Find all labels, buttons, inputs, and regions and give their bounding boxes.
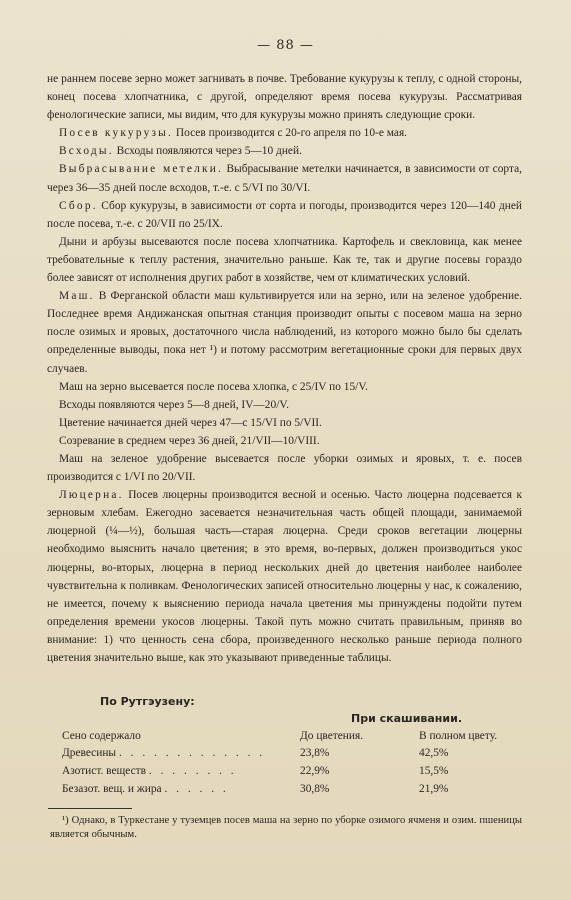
paragraph	[47, 450, 522, 486]
leader-dots: . . . . . . . .	[148, 765, 237, 777]
paragraph-text: Всходы появляются через 5—8 дней, IV—20/V.	[59, 398, 289, 411]
paragraph-text: Дыни и арбузы высеваются после посева хлопчатника. Картофель и свекловица, как менее требовательные к теплу растения, значительно раньше. Как те, так и другие посевы гораздо более зависят от исполнения других работ в хозяйстве, чем от климатических условий.	[47, 235, 522, 285]
leader-dots: . . . . . . . . . . . . .	[118, 747, 266, 759]
paragraph	[47, 197, 522, 233]
paragraph-text: В Ферганской области маш культивируется или на зерно, или на зеленое удобрение. Последнее время Андижанская опытная станция производит опыты с посевом маша на зерно после озимых и яровых, достаточного числа наблюдений, из которого можно было бы сделать определенные выводы, пока нет ¹) и потому рассмотрим вегетационные сроки для первых двух случаев.	[47, 290, 522, 375]
column-header: В полном цвету.	[419, 730, 498, 742]
footnote-rule	[48, 808, 132, 809]
column-header: Сено содержало	[62, 730, 141, 742]
paragraph-text: Маш на зеленое удобрение высевается после уборки озимых и яровых, т. е. посев производится с 1/VI по 20/VII.	[47, 452, 522, 484]
paragraph	[47, 160, 522, 196]
paragraph-text: Сбор кукурузы, в зависимости от сорта и погоды, производится через 120—140 дней после посева, т.-е. с 20/VII по 25/IX.	[47, 199, 522, 230]
row-label	[62, 747, 265, 759]
run-in-heading: Всходы.	[59, 145, 114, 158]
run-in-heading: Выбрасывание метелки.	[59, 163, 224, 176]
paragraph	[47, 486, 522, 667]
row-label-text: Безазот. вещ. и жира	[62, 783, 162, 795]
run-in-heading: Посев кукурузы.	[59, 127, 174, 140]
page-number: — 88 —	[257, 38, 314, 53]
paragraph	[47, 124, 522, 142]
table-row	[62, 765, 522, 783]
run-in-heading: Люцерна.	[59, 489, 124, 502]
cell-full-bloom: 42,5%	[419, 747, 449, 759]
paragraph-text: Всходы появляются через 5—10 дней.	[113, 145, 302, 158]
paragraph-text: Цветение начинается дней через 47—с 15/VI по 5/VII.	[59, 416, 322, 429]
cell-before-bloom: 22,9%	[300, 765, 330, 777]
paragraph-text: не раннем посеве зерно может загнивать в почве. Требование кукурузы к теплу, с одной стороны, конец посева хлопчатника, с другой, определяют время посева кукурузы. Рассматривая фенологические записи, мы видим, что для кукурузы можно принять следующие сроки.	[47, 73, 522, 122]
paragraph-text: Маш на зерно высевается после посева хлопка, с 25/IV по 15/V.	[59, 380, 368, 393]
paragraph	[47, 142, 522, 160]
cell-full-bloom: 21,9%	[419, 783, 449, 795]
table-row	[62, 783, 522, 801]
table-row	[62, 747, 522, 765]
body-text	[47, 70, 522, 667]
paragraph	[47, 414, 522, 432]
cell-full-bloom: 15,5%	[419, 765, 449, 777]
paragraph	[47, 287, 522, 377]
paragraph	[47, 432, 522, 450]
footnote: ¹) Однако, в Туркестане у туземцев посев маша на зерно по уборке озимого ячменя и озим. пшеницы является обычным.	[50, 815, 522, 840]
table-source-heading: По Рутгэузену:	[100, 695, 195, 708]
paragraph	[47, 378, 522, 396]
paragraph-text: Посев производится с 20-го апреля по 10-е мая.	[173, 127, 408, 140]
paragraph-text: Созревание в среднем через 36 дней, 21/VII—10/VIII.	[59, 434, 320, 447]
paragraph-text: Выбрасывание метелки начинается, в зависимости от сорта, через 36—35 дней после всходов, т.-е. с 5/VI по 30/VI.	[47, 163, 522, 194]
run-in-heading: Маш.	[59, 290, 95, 303]
cell-before-bloom: 30,8%	[300, 783, 330, 795]
column-header: До цветения.	[300, 730, 364, 742]
paragraph	[47, 70, 522, 124]
row-label	[62, 765, 237, 777]
run-in-heading: Сбор.	[59, 199, 98, 212]
paragraph	[47, 233, 522, 287]
table-group-heading: При скашивании.	[351, 712, 462, 725]
row-label	[62, 783, 229, 795]
paragraph-text: Посев люцерны производится весной и осенью. Часто люцерна подсевается к зерновым хлебам. Ежегодно засевается незначительная часть общей площади, занимаемой люцерной (¼—½), большая часть—старая люцерна. Среди сроков вегетации люцерны необходимо выяснить начало цветения; в это время, во-первых, должен производиться укос люцерны, во-вторых, люцерна в период нескольких дней до цветения наиболее наиболее чувствительна к поливкам. Фенологических записей относительно люцерны у нас, к сожалению, не имеется, почему к выяснению периода начала цветения мы принуждены подойти путем определения времени укосов люцерны. Такой путь можно считать правильным, приняв во внимание: 1) что ценность сена сбора, произведенного несколько раньше периода полного цветения значительно выше, как это указывают приведенные таблицы.	[47, 489, 522, 664]
table-header-row	[62, 730, 522, 748]
paragraph	[47, 396, 522, 414]
leader-dots: . . . . . .	[164, 783, 229, 795]
cell-before-bloom: 23,8%	[300, 747, 330, 759]
row-label-text: Азотист. веществ	[62, 765, 147, 777]
row-label-text: Древесины	[62, 747, 117, 759]
